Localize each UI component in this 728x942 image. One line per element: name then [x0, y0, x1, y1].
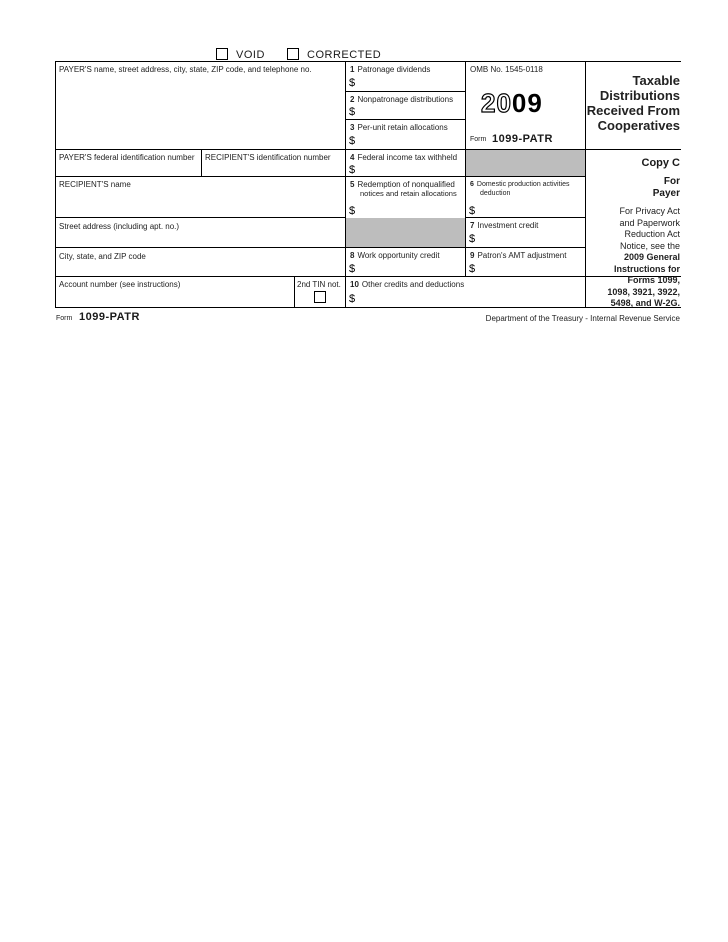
copy-for: For Payer	[652, 176, 680, 199]
box9-field[interactable]	[478, 262, 584, 275]
box6-field[interactable]	[478, 202, 584, 216]
form-word: Form	[470, 136, 487, 143]
city-field[interactable]	[56, 262, 344, 275]
footer-department: Department of the Treasury - Internal Revenue Service	[485, 314, 680, 323]
box4-dollar: $	[349, 164, 356, 176]
box10-dollar: $	[349, 293, 356, 305]
box1-field[interactable]	[358, 76, 464, 90]
box2-dollar: $	[349, 106, 356, 118]
form-top-border	[55, 61, 681, 62]
box1-dollar: $	[349, 77, 356, 89]
rule	[55, 149, 345, 150]
box6-label: 6 Domestic production activities	[470, 181, 570, 188]
payer-fid-field[interactable]	[56, 162, 200, 175]
rule	[294, 276, 295, 307]
box5-field[interactable]	[358, 202, 464, 216]
copy-title: Copy C	[641, 157, 680, 169]
void-label: VOID	[236, 49, 265, 61]
rule	[55, 276, 345, 277]
rule	[345, 91, 465, 92]
payer-fid-label: PAYER'S federal identification number	[59, 153, 195, 162]
recipient-name-field[interactable]	[56, 190, 344, 216]
box2-field[interactable]	[358, 105, 464, 118]
recipient-id-label: RECIPIENT'S identification number	[205, 153, 331, 162]
corrected-label: CORRECTED	[307, 49, 382, 61]
box7-field[interactable]	[478, 232, 584, 246]
rule	[465, 217, 585, 218]
rule	[345, 276, 585, 277]
city-label: City, state, and ZIP code	[59, 252, 146, 261]
box4-label: 4 Federal income tax withheld	[350, 153, 458, 162]
form-bottom-border	[55, 307, 681, 308]
box9-dollar: $	[469, 263, 476, 275]
shaded-area	[346, 218, 465, 247]
box3-dollar: $	[349, 135, 356, 147]
privacy-notice: For Privacy Act and Paperwork Reduction Act Notice, see the 2009 General Instructions for Forms 1099, 1098, 3921, 3922, 5498, and W-2G.	[607, 206, 680, 308]
box8-field[interactable]	[358, 262, 464, 275]
box6-label-line2: deduction	[480, 190, 511, 197]
box9-label: 9 Patron's AMT adjustment	[470, 251, 567, 260]
box7-label: 7 Investment credit	[470, 221, 539, 230]
form-number: 1099-PATR	[492, 133, 553, 145]
rule	[55, 176, 345, 177]
footer-form-word: Form	[56, 315, 73, 322]
omb-number: OMB No. 1545-0118	[470, 65, 543, 74]
box2-label: 2 Nonpatronage distributions	[350, 95, 454, 104]
box4-field[interactable]	[358, 163, 464, 175]
corrected-checkbox[interactable]	[287, 48, 299, 60]
shaded-area	[466, 150, 585, 176]
box1-label: 1 Patronage dividends	[350, 65, 431, 74]
recipient-id-field[interactable]	[202, 162, 344, 175]
rule	[465, 176, 466, 276]
account-label: Account number (see instructions)	[59, 280, 181, 289]
box10-label: 10 Other credits and deductions	[350, 280, 465, 289]
account-field[interactable]	[56, 290, 293, 306]
street-field[interactable]	[56, 232, 344, 246]
form-title: Taxable Distributions Received From Cooperatives	[586, 73, 680, 133]
box5-label: 5 Redemption of nonqualified	[350, 180, 455, 189]
box5-dollar: $	[349, 205, 356, 217]
rule	[345, 247, 585, 248]
box6-dollar: $	[469, 205, 476, 217]
footer-form-number: 1099-PATR	[79, 311, 140, 323]
tin-checkbox[interactable]	[314, 291, 326, 303]
void-checkbox[interactable]	[216, 48, 228, 60]
recipient-name-label: RECIPIENT'S name	[59, 180, 131, 189]
box8-label: 8 Work opportunity credit	[350, 251, 440, 260]
payer-info-field[interactable]	[56, 75, 344, 148]
box8-dollar: $	[349, 263, 356, 275]
tax-year: 2009	[481, 88, 543, 118]
payer-info-label: PAYER'S name, street address, city, state, ZIP code, and telephone no.	[59, 65, 312, 74]
street-label: Street address (including apt. no.)	[59, 222, 180, 231]
box3-field[interactable]	[358, 134, 464, 148]
box3-label: 3 Per-unit retain allocations	[350, 123, 448, 132]
rule	[55, 247, 345, 248]
box5-label-line2: notices and retain allocations	[360, 189, 457, 198]
rule	[345, 119, 465, 120]
rule	[55, 217, 345, 218]
tin-label: 2nd TIN not.	[297, 280, 341, 289]
rule	[345, 61, 346, 307]
rule	[345, 176, 585, 177]
rule	[585, 149, 586, 307]
box10-field[interactable]	[358, 291, 584, 306]
box7-dollar: $	[469, 233, 476, 245]
